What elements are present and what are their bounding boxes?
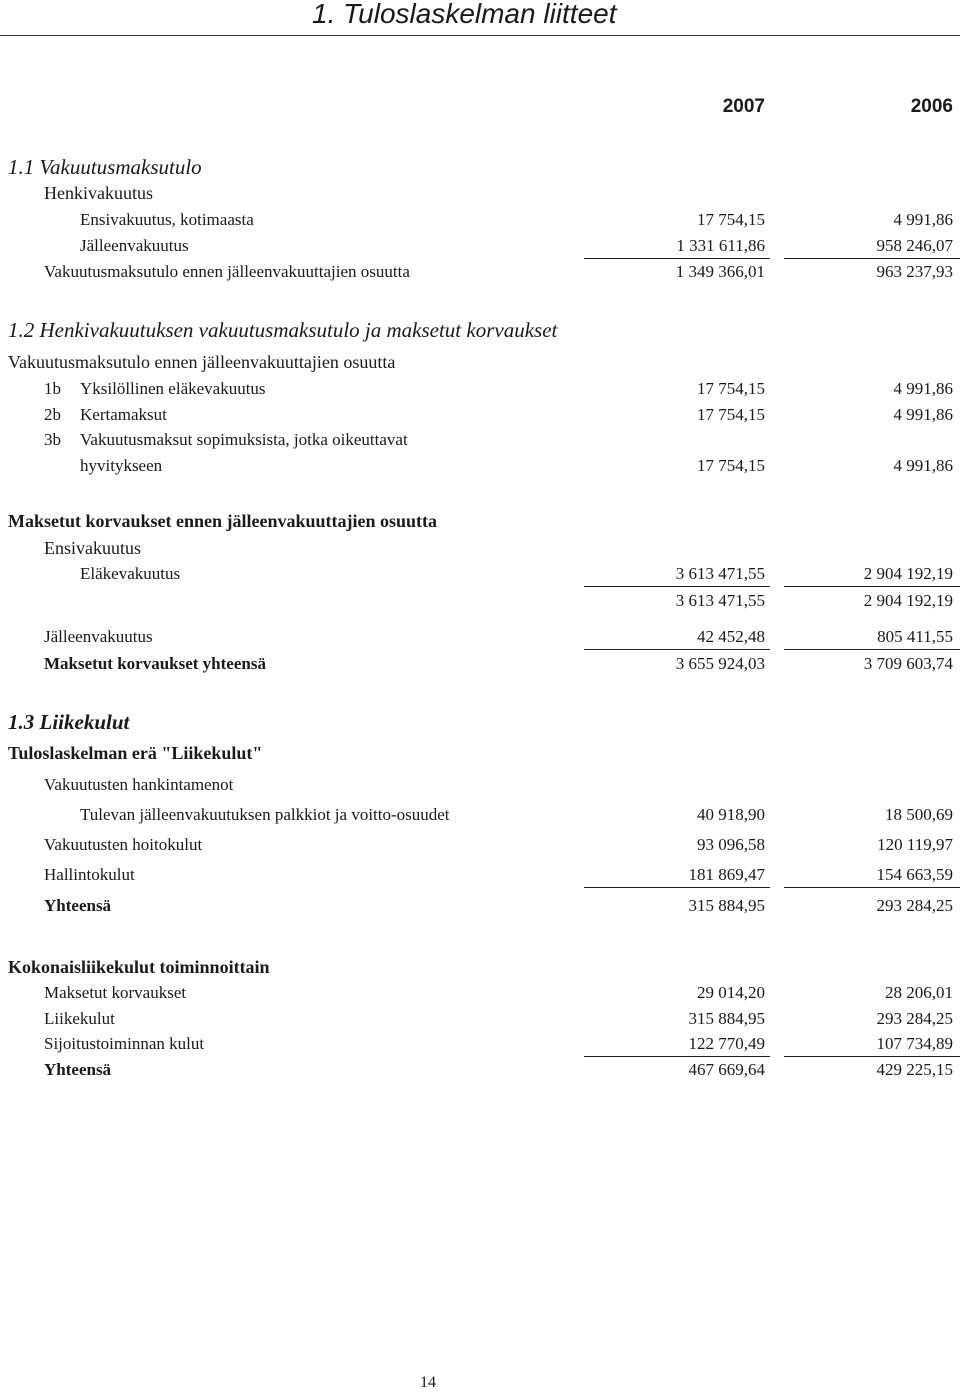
section-heading-1-2: 1.2 Henkivakuutuksen vakuutusmaksutulo ja maksetut korvaukset bbox=[8, 318, 558, 342]
value-2006: 293 284,25 bbox=[876, 1009, 953, 1028]
row-label: Eläkevakuutus bbox=[80, 564, 181, 583]
value-2007: 181 869,47 bbox=[688, 865, 765, 884]
value-2006: 2 904 192,19 bbox=[863, 564, 953, 583]
subtotal-2007: 3 613 471,55 bbox=[675, 591, 765, 610]
value-2006: 120 119,97 bbox=[877, 835, 953, 854]
value-2007: 17 754,15 bbox=[697, 405, 765, 424]
row-label-total: Yhteensä bbox=[44, 896, 112, 915]
row-code: 2b bbox=[44, 405, 61, 424]
value-2006: 18 500,69 bbox=[885, 805, 953, 824]
row-label: Jälleenvakuutus bbox=[44, 627, 153, 646]
row-label: Kertamaksut bbox=[80, 405, 167, 424]
value-2007: 3 613 471,55 bbox=[675, 564, 765, 583]
value-2006: 4 991,86 bbox=[893, 405, 953, 424]
row-label: Maksetut korvaukset bbox=[44, 983, 187, 1002]
value-2006: 963 237,93 bbox=[876, 262, 953, 281]
total-2006: 3 709 603,74 bbox=[863, 654, 953, 673]
row-code: 1b bbox=[44, 379, 61, 398]
row-label-continued: hyvitykseen bbox=[80, 456, 163, 475]
row-label: Sijoitustoiminnan kulut bbox=[44, 1034, 205, 1053]
row-label: Tulevan jälleenvakuutuksen palkkiot ja voitto-osuudet bbox=[80, 805, 450, 824]
sum-rule bbox=[784, 649, 960, 650]
value-2006: 154 663,59 bbox=[876, 865, 953, 884]
sum-rule bbox=[584, 887, 770, 888]
subheading-ensivakuutus: Ensivakuutus bbox=[44, 538, 141, 558]
title-divider bbox=[0, 35, 960, 36]
subheading-liikekulut: Tuloslaskelman erä "Liikekulut" bbox=[8, 743, 263, 763]
total-2007: 3 655 924,03 bbox=[675, 654, 765, 673]
section-heading-1-1: 1.1 Vakuutusmaksutulo bbox=[8, 155, 202, 179]
value-2006: 4 991,86 bbox=[893, 210, 953, 229]
subheading-functions: Kokonaisliikekulut toiminnoittain bbox=[8, 957, 270, 977]
total-2007: 467 669,64 bbox=[688, 1060, 765, 1079]
year-header-2007: 2007 bbox=[722, 96, 765, 117]
value-2007: 122 770,49 bbox=[688, 1034, 765, 1053]
total-2007: 315 884,95 bbox=[688, 896, 765, 915]
row-label: Vakuutusten hankintamenot bbox=[44, 775, 234, 794]
value-2007: 17 754,15 bbox=[697, 379, 765, 398]
row-label: Yksilöllinen eläkevakuutus bbox=[80, 379, 266, 398]
subheading-henkivakuutus: Henkivakuutus bbox=[44, 183, 153, 203]
value-2006: 958 246,07 bbox=[876, 236, 953, 255]
subheading-claims: Maksetut korvaukset ennen jälleenvakuuttajien osuutta bbox=[8, 511, 438, 531]
sum-rule bbox=[584, 586, 770, 587]
value-2006: 4 991,86 bbox=[893, 456, 953, 475]
value-2006: 4 991,86 bbox=[893, 379, 953, 398]
value-2007: 1 331 611,86 bbox=[676, 236, 765, 255]
value-2007: 315 884,95 bbox=[688, 1009, 765, 1028]
value-2007: 1 349 366,01 bbox=[675, 262, 765, 281]
total-2006: 293 284,25 bbox=[876, 896, 953, 915]
value-2006: 107 734,89 bbox=[876, 1034, 953, 1053]
row-label: Vakuutusten hoitokulut bbox=[44, 835, 203, 854]
row-label-total: Vakuutusmaksutulo ennen jälleenvakuuttajien osuutta bbox=[44, 262, 410, 281]
value-2007: 93 096,58 bbox=[697, 835, 765, 854]
subtotal-2006: 2 904 192,19 bbox=[863, 591, 953, 610]
row-label: Vakuutusmaksut sopimuksista, jotka oikeuttavat bbox=[80, 430, 408, 449]
row-label: Liikekulut bbox=[44, 1009, 115, 1028]
page-number: 14 bbox=[420, 1374, 436, 1391]
value-2007: 17 754,15 bbox=[697, 456, 765, 475]
value-2007: 40 918,90 bbox=[697, 805, 765, 824]
row-label: Ensivakuutus, kotimaasta bbox=[80, 210, 254, 229]
section-heading-1-3: 1.3 Liikekulut bbox=[8, 710, 130, 734]
page-title: 1. Tuloslaskelman liitteet bbox=[312, 0, 617, 29]
row-label: Jälleenvakuutus bbox=[80, 236, 189, 255]
value-2007: 29 014,20 bbox=[697, 983, 765, 1002]
sum-rule bbox=[784, 887, 960, 888]
total-2006: 429 225,15 bbox=[876, 1060, 953, 1079]
sum-rule bbox=[584, 1056, 770, 1057]
row-label: Hallintokulut bbox=[44, 865, 135, 884]
sum-rule bbox=[784, 1056, 960, 1057]
sum-rule bbox=[784, 258, 960, 259]
row-label-total: Maksetut korvaukset yhteensä bbox=[44, 654, 266, 673]
row-code: 3b bbox=[44, 430, 61, 449]
subheading-premium: Vakuutusmaksutulo ennen jälleenvakuuttajien osuutta bbox=[8, 352, 396, 372]
value-2006: 28 206,01 bbox=[885, 983, 953, 1002]
value-2007: 17 754,15 bbox=[697, 210, 765, 229]
sum-rule bbox=[784, 586, 960, 587]
year-header-2006: 2006 bbox=[910, 96, 953, 117]
value-2007: 42 452,48 bbox=[697, 627, 765, 646]
sum-rule bbox=[584, 258, 770, 259]
sum-rule bbox=[584, 649, 770, 650]
value-2006: 805 411,55 bbox=[877, 627, 953, 646]
row-label-total: Yhteensä bbox=[44, 1060, 112, 1079]
